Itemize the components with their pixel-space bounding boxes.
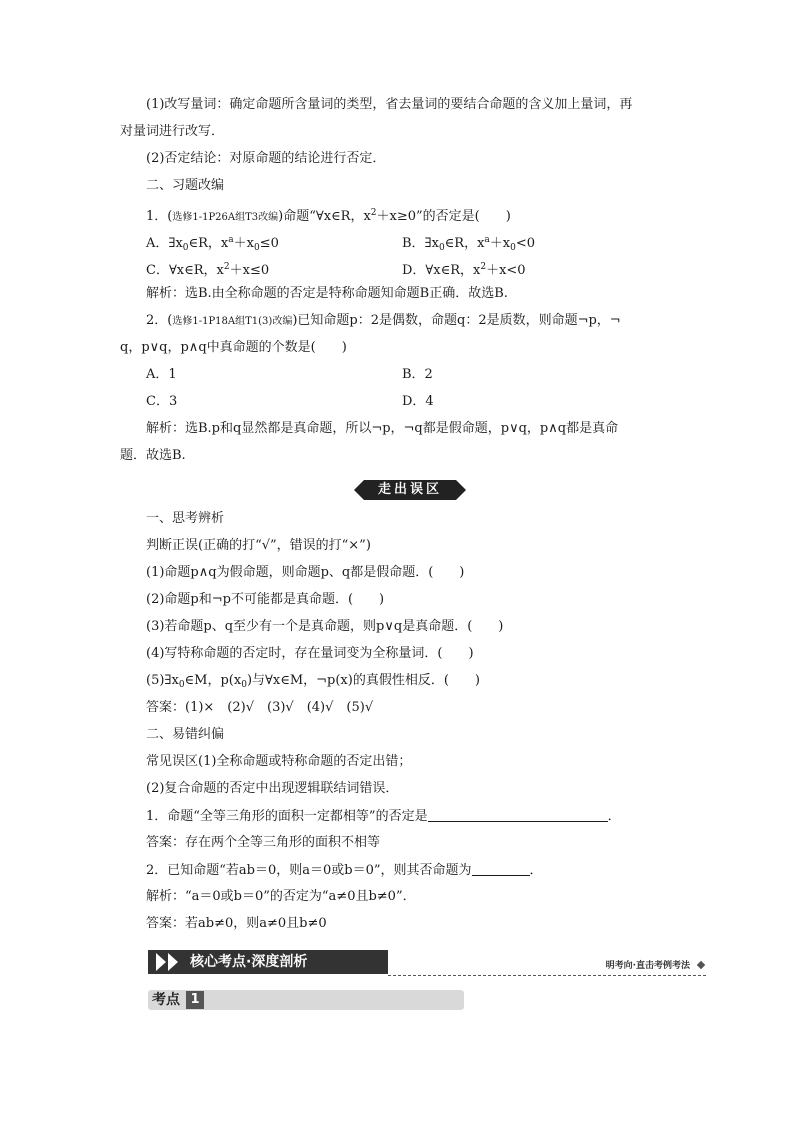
question-1-option-d: D．∀x∈R，$x^2+x<0$: [402, 262, 526, 278]
section-divider: [388, 975, 706, 976]
question-2-option-b: B．2: [402, 367, 433, 382]
core-section-bar: [148, 950, 706, 976]
errors-common-b: (2)复合命题的否定中出现逻辑联结词错误．: [146, 781, 399, 796]
kaodian-label: 考点: [152, 992, 180, 1008]
intro-paragraph-2: (2)否定结论：对原命题的结论进行否定．: [146, 151, 386, 166]
question-2-option-d: D．4: [402, 394, 434, 409]
core-section-title: 核心考点·深度剖析: [190, 954, 308, 970]
errors-answer-1: 答案：存在两个全等三角形的面积不相等: [146, 835, 381, 850]
errors-solution-2: 解析：“a＝0或b＝0”的否定为“a≠0且b≠0”．: [146, 889, 416, 904]
thinking-item-2: (2)命题p和¬p不可能都是真命题．( ): [146, 592, 385, 607]
question-1-option-a: A．$\exists x_0\in R$，$x^a+x_0\le 0$: [146, 235, 279, 253]
errors-question-1: 1．命题“全等三角形的面积一定都相等”的否定是 ．: [146, 809, 621, 824]
question-2-solution-a: 解析：选B.p和q显然都是真命题，所以¬p，¬q都是假命题，p∨q，p∧q都是真命: [146, 421, 619, 436]
thinking-item-4: (4)写特称命题的否定时，存在量词变为全称量词．( ): [146, 646, 474, 661]
thinking-item-1: (1)命题p∧q为假命题，则命题p、q都是假命题．( ): [146, 565, 465, 580]
question-1-option-c: C．∀x∈R，$x^2+x\le 0$: [146, 262, 270, 278]
errors-answer-2: 答案：若ab≠0，则a≠0且b≠0: [146, 916, 327, 931]
thinking-item-5: $(5)\exists x_0\in M$，$p(x_0)$与∀x∈M，¬p(x)的真假性相反．( ): [146, 673, 480, 690]
core-section-heading: [148, 950, 388, 974]
kaodian-number: 1: [186, 991, 204, 1009]
question-2-source: 选修1-1P18A组T1(3)改编: [172, 316, 293, 327]
thinking-instructions: 判断正误(正确的打“√”，错误的打“×”): [146, 538, 371, 553]
chevron-icon: [156, 953, 166, 971]
errors-question-2: 2．已知命题“若ab＝0，则a＝0或b＝0”，则其否命题为 ．: [146, 863, 543, 878]
question-2-stem-a: 2．(选修1-1P18A组T1(3)改编)已知命题p：2是偶数，命题q：2是质数，则命题¬p，¬: [146, 313, 621, 328]
chevron-icon: [168, 953, 178, 971]
question-2-stem-b: q，p∨q，p∧q中真命题的个数是( ): [120, 340, 347, 355]
mistakes-banner: [354, 480, 466, 500]
diamond-icon: [697, 961, 705, 969]
mistakes-banner-label: 走出误区: [364, 480, 456, 500]
thinking-answer: 答案：(1)× (2)√ (3)√ (4)√ (5)√: [146, 700, 374, 715]
exercises-heading: 二、习题改编: [146, 178, 225, 193]
question-2-solution-b: 题．故选B.: [120, 448, 186, 463]
answer-blank: [428, 807, 608, 822]
question-1-option-b: B．$\exists x_0\in R$，$x^a+x_0<0$: [402, 235, 536, 253]
answer-blank: [472, 861, 530, 876]
core-section-note: 明考向·直击考例考法: [605, 961, 690, 971]
intro-paragraph-1a: (1)改写量词：确定命题所含量词的类型，省去量词的要结合命题的含义加上量词，再: [146, 97, 633, 112]
kaodian-bar: [148, 990, 464, 1010]
question-1-source: 选修1-1P26A组T3改编: [172, 212, 279, 223]
question-2-option-a: A．1: [146, 367, 177, 382]
thinking-heading: 一、思考辨析: [146, 511, 225, 526]
question-1-stem: 1．(选修1-1P26A组T3改编)命题“∀x∈R，$x^2+x\ge 0$”的否定是( ): [146, 208, 511, 224]
intro-paragraph-1b: 对量词进行改写．: [120, 124, 225, 139]
thinking-item-3: (3)若命题p、q至少有一个是真命题，则p∨q是真命题．( ): [146, 619, 504, 634]
errors-common-a: 常见误区(1)全称命题或特称命题的否定出错；: [146, 754, 412, 769]
question-2-option-c: C．3: [146, 394, 178, 409]
question-1-solution: 解析：选B.由全称命题的否定是特称命题知命题B正确．故选B.: [146, 286, 508, 301]
errors-heading: 二、易错纠偏: [146, 727, 225, 742]
